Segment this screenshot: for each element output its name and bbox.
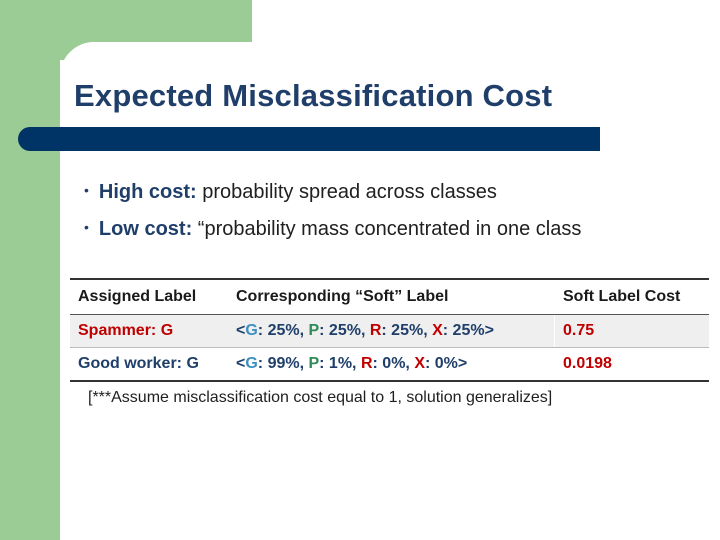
soft-x: X	[432, 322, 443, 339]
soft-open: <	[236, 322, 246, 339]
soft-x: X	[414, 355, 425, 372]
header-soft-label: Corresponding “Soft” Label	[228, 279, 555, 315]
soft-x-value: : 0%>	[424, 355, 468, 372]
soft-x-value: : 25%>	[442, 322, 494, 339]
slide-title: Expected Misclassification Cost	[74, 78, 553, 113]
soft-r-value: : 25%,	[381, 322, 433, 339]
soft-r-value: : 0%,	[372, 355, 415, 372]
soft-r: R	[369, 322, 382, 339]
decorative-left-band	[0, 0, 60, 540]
bullet-lead: High cost:	[98, 181, 197, 203]
bullet-list	[84, 181, 581, 255]
header-soft-label-cost: Soft Label Cost	[555, 279, 710, 315]
soft-open: <	[236, 355, 246, 372]
soft-g: G	[245, 355, 258, 372]
cell-assigned-label: Good worker: G	[70, 348, 228, 382]
assumption-note: [***Assume misclassification cost equal to 1, solution generalizes]	[88, 389, 553, 406]
bullet-high-cost	[84, 181, 581, 218]
cell-assigned-label: Spammer: G	[70, 315, 228, 348]
soft-g-value: : 99%,	[257, 355, 309, 372]
soft-r: R	[360, 355, 373, 372]
soft-p-value: : 1%,	[319, 355, 361, 372]
cell-soft-label	[228, 348, 555, 382]
cell-soft-label-cost: 0.75	[555, 315, 710, 348]
bullet-lead: Low cost:	[98, 218, 193, 240]
soft-g-value: : 25%,	[257, 322, 309, 339]
bullet-dot-icon: •	[84, 182, 89, 198]
soft-label-cost-table	[70, 278, 709, 382]
title-underline-bar	[18, 127, 600, 151]
cell-soft-label-cost: 0.0198	[555, 348, 710, 382]
table-row-good-worker	[70, 348, 709, 382]
bullet-dot-icon: •	[84, 219, 89, 235]
soft-g: G	[245, 322, 258, 339]
soft-p: P	[308, 355, 320, 372]
soft-p-value: : 25%,	[319, 322, 370, 339]
bullet-text: probability spread across classes	[196, 181, 497, 203]
soft-p: P	[308, 322, 320, 339]
bullet-low-cost	[84, 218, 581, 255]
table-header-row	[70, 279, 709, 315]
bullet-text: “probability mass concentrated in one class	[192, 218, 582, 240]
header-assigned-label: Assigned Label	[70, 279, 228, 315]
table-row-spammer	[70, 315, 709, 348]
cell-soft-label	[228, 315, 555, 348]
